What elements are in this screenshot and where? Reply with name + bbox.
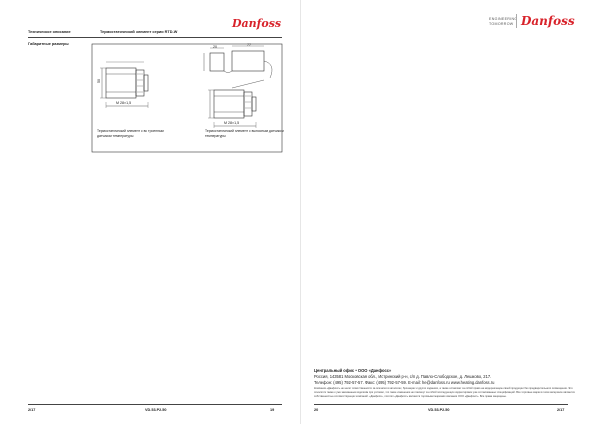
danfoss-logo: Danfoss xyxy=(521,14,575,28)
dim-top-label-2: 77 xyxy=(247,43,251,47)
dim-top-label-1: 20 xyxy=(213,45,217,49)
footer-page-number: 19 xyxy=(270,408,275,412)
caption-remote-sensor: Термостатический элемент с выносным датчиком температуры xyxy=(205,129,284,138)
header-product-label: Термостатический элемент серии RTD-W xyxy=(100,30,178,34)
footer-rule xyxy=(314,404,568,405)
tagline-tomorrow: TOMORROW xyxy=(489,22,514,26)
footer-page-number: 20 xyxy=(314,408,319,412)
footer-doc-code: VD.53.P2.50 xyxy=(145,408,167,412)
legal-disclaimer: Компания «Данфосс» не несет ответственности за опечатки в каталогах, брошюрах и других изданиях, а также оставляет за собой право на модернизацию своей продукции без предварительного оповещения. Это относится также к уже заказанным изделиям при условии, что такие изменения не повлекут за собой последующих корректировок уже согласованных спецификаций. Все торговые марки в этом материале являются собственностью соответствующих компаний. «Данфосс», логотип «Данфосс» являются торговыми марками компании ООО «Данфосс». Все права защищены. xyxy=(314,387,575,398)
remote-sensor-drawing xyxy=(204,46,272,78)
dim-width-label-1: M 28×1,5 xyxy=(116,101,132,105)
footer-date: 2/17 xyxy=(557,408,565,412)
contact-address: Россия, 143581 Московская обл., Истринский р-н, с/п д. Павло-Слободское, д. Лешково, 217. xyxy=(314,374,492,379)
tagline-engineering: ENGINEERING xyxy=(489,17,518,21)
header-rule xyxy=(28,37,282,38)
logo-divider xyxy=(516,14,517,28)
dim-width-label-2: M 28×1,5 xyxy=(224,121,240,125)
danfoss-logo: Danfoss xyxy=(232,17,282,30)
dim-height-label: 50 xyxy=(97,79,101,83)
footer-date: 2/17 xyxy=(28,408,36,412)
footer-rule xyxy=(28,404,282,405)
contact-phones: Телефон: (495) 792-57-57. Факс: (495) 792-57-59. E-mail: he@danfoss.ru www.heating.danfoss.ru xyxy=(314,380,495,385)
right-page xyxy=(300,0,600,424)
contact-title: Центральный офис • ООО «Данфосс» xyxy=(314,368,392,373)
page-spine xyxy=(300,0,301,424)
footer-doc-code: VD.53.P2.50 xyxy=(428,408,450,412)
caption-builtin-sensor: Термостатический элемент с вс троенным датчиком температуры xyxy=(97,129,164,138)
section-title: Габаритные размеры xyxy=(28,42,69,46)
header-section-label: Техническое описание xyxy=(28,30,71,34)
